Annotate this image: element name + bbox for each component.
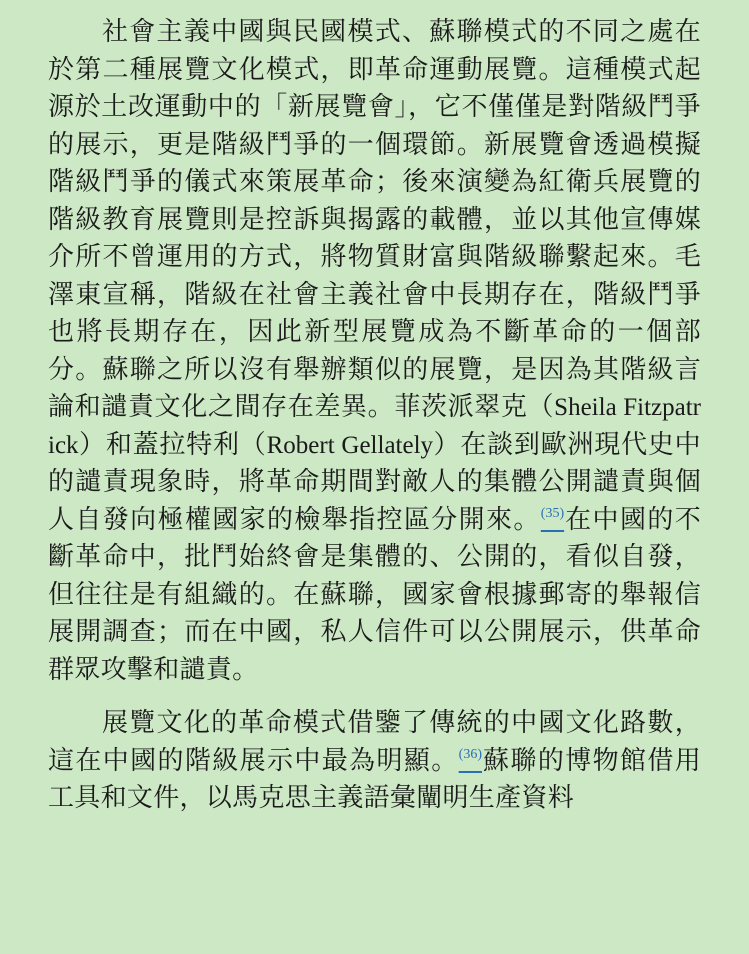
paragraph-2-text-b: 蘇聯的博物館借用工具和文件，以馬克思主義語彙闡明生產資料 — [48, 745, 701, 813]
paragraph-2 — [48, 705, 701, 818]
paragraph-1-text-a: 社會主義中國與民國模式、蘇聯模式的不同之處在於第二種展覽文化模式，即革命運動展覽。這種模式起源於土改運動中的「新展覽會」，它不僅僅是對階級鬥爭的展示，更是階級鬥爭的一個環節。新展覽會透過模擬階級鬥爭的儀式來策展革命；後來演變為紅衛兵展覽的階級教育展覽則是控訴與揭露的載體，並以其他宣傳媒介所不曾運用的方式，將物質財富與階級聯繫起來。毛澤東宣稱，階級在社會主義社會中長期存在，階級鬥爭也將長期存在，因此新型展覽成為不斷革命的一個部分。蘇聯之所以沒有舉辦類似的展覽，是因為其階級言論和譴責文化之間存在差異。菲茨派翠克（ — [48, 17, 701, 422]
paragraph-1-text-d: 在中國的不斷革命中，批鬥始終會是集體的、公開的，看似自發，但往往是有組織的。在蘇聯，國家會根據郵寄的舉報信展開調查；而在中國，私人信件可以公開展示，供革命群眾攻擊和譴責。 — [48, 504, 701, 685]
name-sheila-fitzpatrick: Sheila Fitzpatrick — [48, 394, 702, 459]
footnote-link-36[interactable]: (36) — [458, 746, 482, 762]
paragraph-1 — [48, 14, 701, 689]
paragraph-1-text-c: ）在談到歐洲現代史中的譴責現象時，將革命期間對敵人的集體公開譴責與個人自發向極權國家的檢舉指控區分開來。 — [48, 429, 701, 535]
footnote-link-35[interactable]: (35) — [540, 505, 565, 521]
paragraph-2-text-a: 展覽文化的革命模式借鑒了傳統的中國文化路數，這在中國的階級展示中最為明顯。 — [48, 708, 701, 776]
name-robert-gellately: Robert Gellately — [266, 431, 434, 459]
paragraph-1-text-b: ）和蓋拉特利（ — [78, 429, 267, 460]
